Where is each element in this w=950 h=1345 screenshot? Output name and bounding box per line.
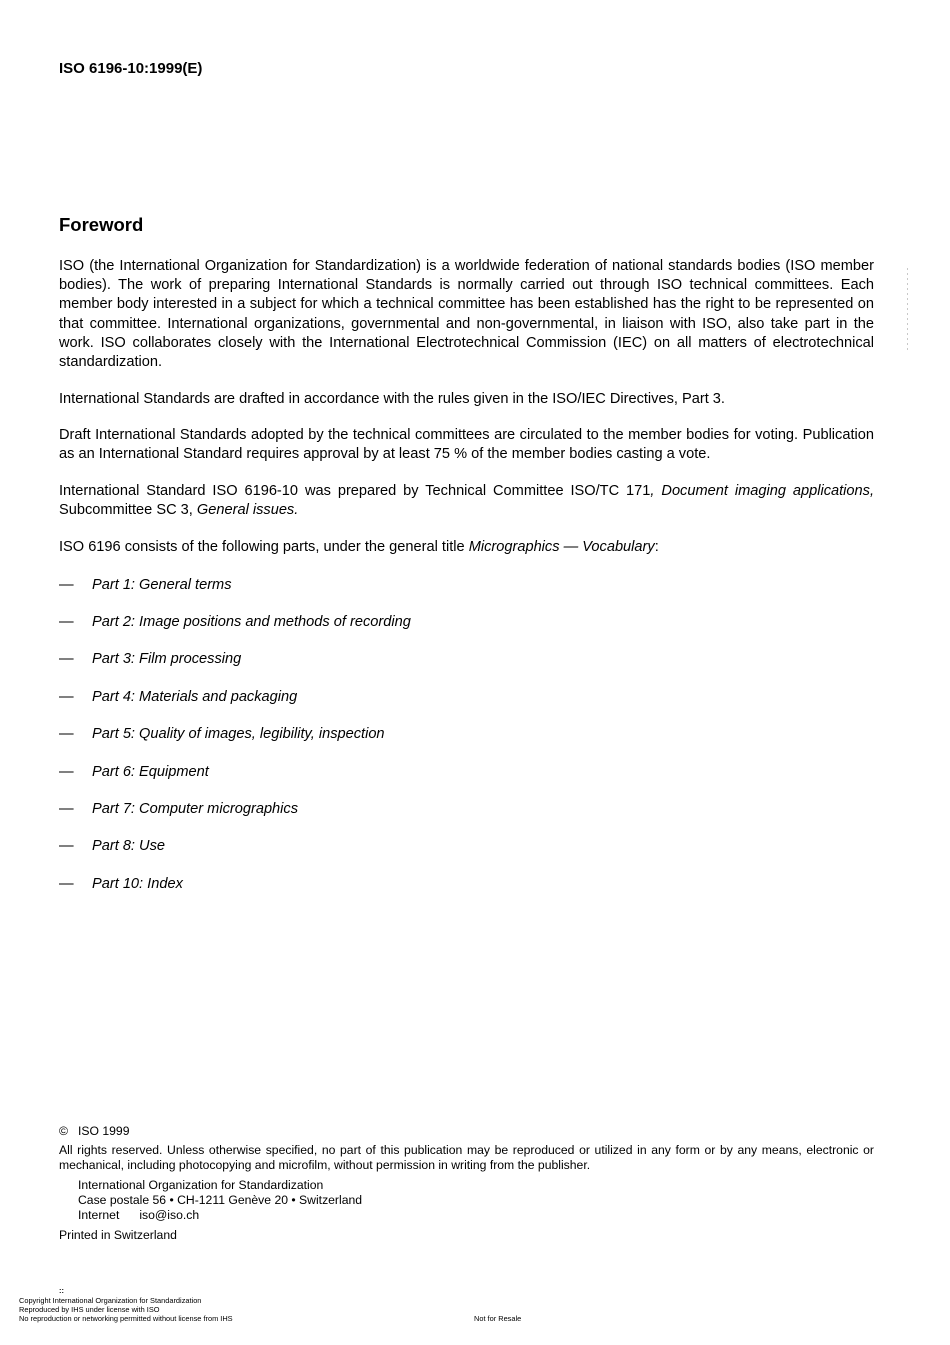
- part-title: Part 1: General terms: [92, 577, 232, 593]
- internet-label: Internet: [78, 1208, 120, 1222]
- foreword-paragraph-4: [59, 482, 874, 520]
- list-item: [59, 725, 385, 744]
- internet-address: iso@iso.ch: [139, 1208, 200, 1222]
- list-dash: —: [59, 577, 74, 593]
- page-title: Foreword: [59, 214, 144, 235]
- printed-in: Printed in Switzerland: [59, 1228, 177, 1242]
- document-id-header: ISO 6196-10:1999(E): [59, 60, 203, 77]
- p4-prefix: International Standard ISO 6196-10 was prepared by Technical Committee ISO/TC 171: [59, 483, 651, 499]
- list-item: [59, 875, 183, 894]
- list-dash: —: [59, 764, 74, 780]
- org-name: International Organization for Standardization: [78, 1178, 324, 1192]
- list-dash: —: [59, 651, 74, 667]
- part-title: Part 8: Use: [92, 838, 165, 854]
- p5-prefix: ISO 6196 consists of the following parts, under the general title: [59, 539, 469, 555]
- foreword-paragraph-1: ISO (the International Organization for Standardization) is a worldwide federation of national standards bodies (ISO member bodies). The work of preparing International Standards is normally carried out through ISO technical committees. Each member body interested in a subject for which a technical committee has been established has the right to be represented on that committee. International organizations, governmental and non-governmental, in liaison with ISO, also take part in the work. ISO collaborates closely with the International Electrotechnical Commission (IEC) on all matters of electrotechnical standardization.: [59, 258, 874, 371]
- part-title: Part 5: Quality of images, legibility, inspection: [92, 726, 385, 742]
- list-dash: —: [59, 689, 74, 705]
- tc-title: , Document imaging applications,: [650, 483, 874, 499]
- side-margin-mark: [903, 268, 911, 350]
- part-title: Part 3: Film processing: [92, 651, 242, 667]
- p5-suffix: :: [654, 539, 659, 555]
- list-dash: —: [59, 801, 74, 817]
- footer-reproduced: Reproduced by IHS under license with ISO: [19, 1305, 160, 1314]
- list-item: [59, 763, 209, 782]
- list-dash: —: [59, 876, 74, 892]
- part-title: Part 2: Image positions and methods of recording: [92, 614, 411, 630]
- footer-copyright: Copyright International Organization for Standardization: [19, 1296, 202, 1305]
- part-title: Part 10: Index: [92, 876, 183, 892]
- sc-title: General issues.: [196, 502, 299, 519]
- copyright-line: [59, 1124, 129, 1139]
- list-dash: —: [59, 838, 74, 854]
- copyright-year: ISO 1999: [77, 1124, 130, 1138]
- list-item: [59, 800, 298, 819]
- list-dash: —: [59, 726, 74, 742]
- list-item: [59, 613, 411, 632]
- list-item: [59, 837, 165, 856]
- list-item: [59, 688, 297, 707]
- foreword-paragraph-3: Draft International Standards adopted by the technical committees are circulated to the member bodies for voting. Publication as an International Standard requires approval by at least 75 % of the member bodies casting a vote.: [59, 427, 874, 463]
- org-internet: [78, 1208, 199, 1223]
- footer-marks: ::: [59, 1286, 64, 1295]
- part-title: Part 7: Computer micrographics: [92, 801, 299, 817]
- foreword-paragraph-5: [59, 538, 874, 557]
- rights-statement: All rights reserved. Unless otherwise specified, no part of this publication may be reproduced or utilized in any form or by any means, electronic or mechanical, including photocopying and microfilm, without permission in writing from the publisher.: [59, 1143, 874, 1172]
- p4-mid: Subcommittee SC 3,: [59, 502, 197, 519]
- part-title: Part 6: Equipment: [92, 764, 209, 780]
- list-item: [59, 576, 232, 595]
- org-address: Case postale 56 • CH-1211 Genève 20 • Switzerland: [78, 1193, 363, 1207]
- part-title: Part 4: Materials and packaging: [92, 689, 298, 705]
- foreword-paragraph-2: International Standards are drafted in accordance with the rules given in the ISO/IEC Directives, Part 3.: [59, 391, 725, 407]
- footer-no-reproduction: No reproduction or networking permitted without license from IHS: [19, 1314, 233, 1323]
- footer-not-for-resale: Not for Resale: [474, 1314, 522, 1323]
- copyright-symbol: ©: [59, 1124, 68, 1138]
- list-item: [59, 650, 241, 669]
- list-dash: —: [59, 614, 74, 630]
- general-title: Micrographics — Vocabulary: [468, 539, 655, 555]
